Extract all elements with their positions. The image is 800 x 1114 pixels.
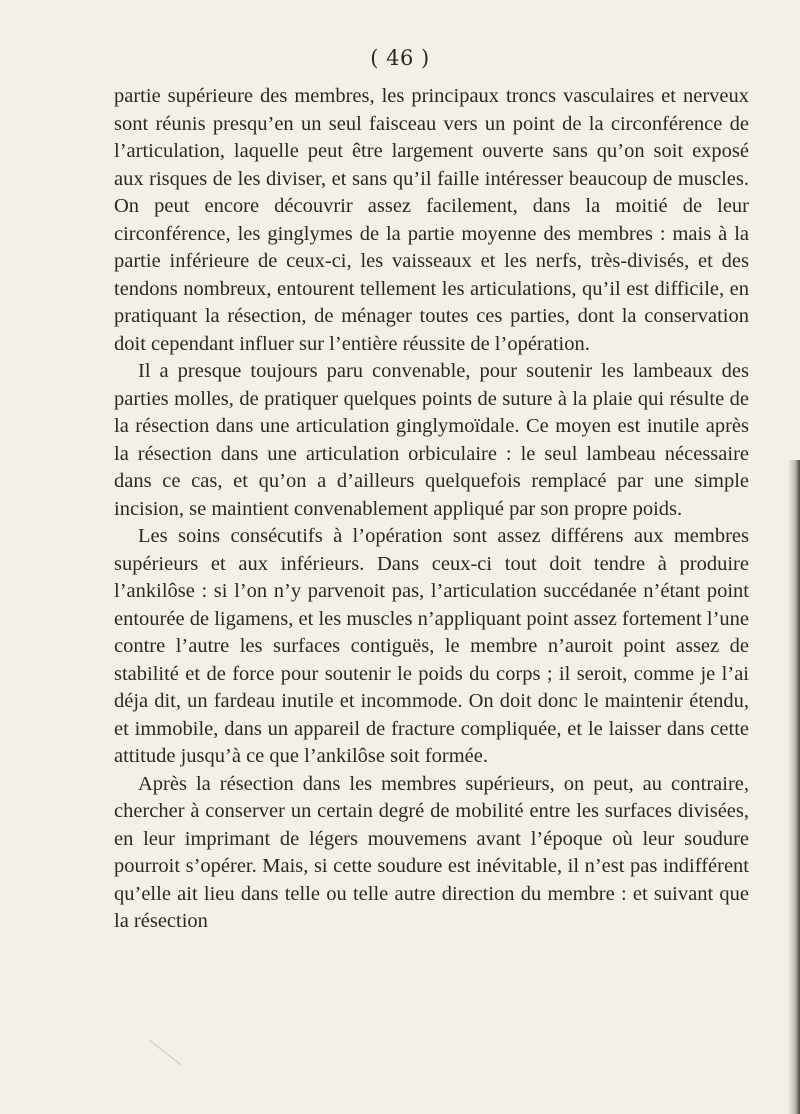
page-body	[114, 83, 749, 936]
paragraph-4: Après la résection dans les membres supérieurs, on peut, au contraire, chercher à conserver un certain degré de mobilité entre les surfaces divisées, en leur imprimant de légers mouvemens avant l’époque où leur soudure pourroit s’opérer. Mais, si cette soudure est inévitable, il n’est pas indifférent qu’elle ait lieu dans telle ou telle autre direction du membre : et suivant que la résection	[114, 772, 749, 932]
paragraph-3: Les soins consécutifs à l’opération sont assez différens aux membres supérieurs et aux inférieurs. Dans ceux-ci tout doit tendre à produire l’ankilôse : si l’on n’y parvenoit pas, l’articulation succédanée n’étant point entourée de ligamens, et les muscles n’appliquant point assez fortement l’une contre l’autre les surfaces contiguës, le membre n’auroit point assez de stabilité et de force pour soutenir le poids du corps ; il seroit, comme je l’ai déja dit, un fardeau inutile et incommode. On doit donc le maintenir étendu, et immobile, dans un appareil de fracture compliquée, et le laisser dans cette attitude jusqu’à ce que l’ankilôse soit formée.	[114, 525, 749, 767]
paragraph-1: partie supérieure des membres, les principaux troncs vasculaires et nerveux sont réunis presqu’en un seul faisceau vers un point de la circonférence de l’articulation, laquelle peut être largement ouverte sans qu’on soit exposé aux risques de les diviser, et sans qu’il faille intéresser beaucoup de muscles. On peut encore découvrir assez facilement, dans la moitié de leur circonférence, les ginglymes de la partie moyenne des membres : mais à la partie inférieure de ceux-ci, les vaisseaux et les nerfs, très-divisés, et des tendons nombreux, entourent tellement les articulations, qu’il est difficile, en pratiquant la résection, de ménager toutes ces parties, dont la conservation doit cependant influer sur l’entière réussite de l’opération.	[114, 85, 749, 355]
paragraph-2: Il a presque toujours paru convenable, pour soutenir les lambeaux des parties molles, de pratiquer quelques points de suture à la plaie qui résulte de la résection dans une articulation ginglymoïdale. Ce moyen est inutile après la résection dans une articulation orbiculaire : le seul lambeau nécessaire dans ce cas, et qu’on a d’ailleurs quelquefois remplacé par une simple incision, se maintient convenablement appliqué par son propre poids.	[114, 360, 749, 520]
page-number: ( 46 )	[370, 46, 430, 70]
paper-mark	[149, 1040, 181, 1065]
page-edge-shadow	[788, 460, 800, 1114]
